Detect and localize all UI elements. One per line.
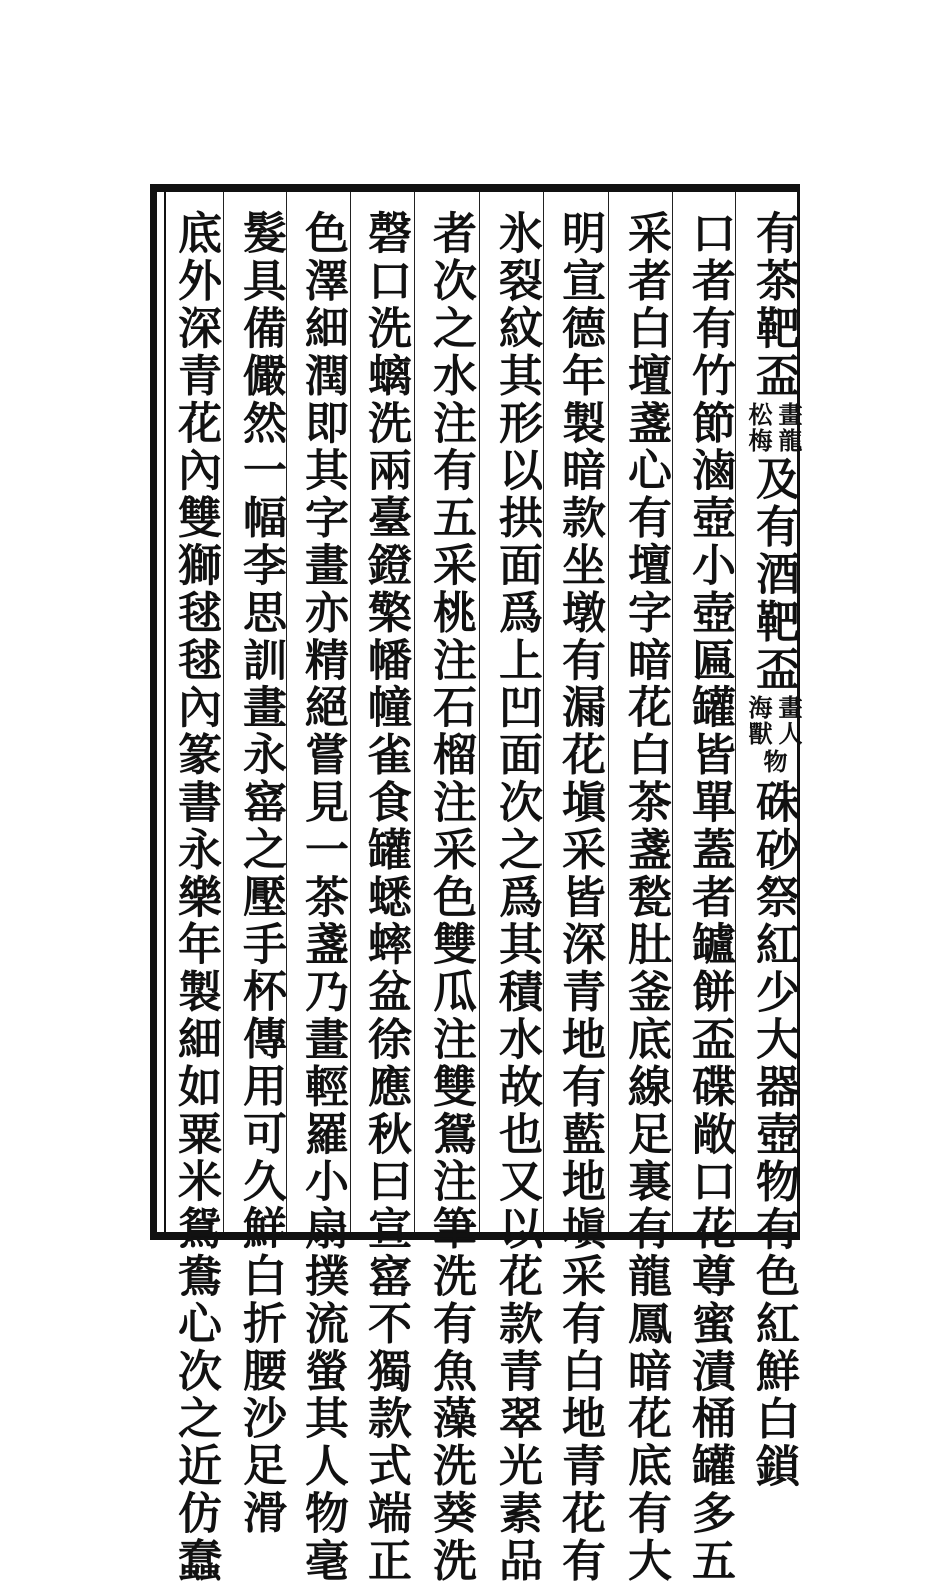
column-text: 底外深青花內雙獅毬毬內篆書永樂年製細如粟米鴛鴦心次之近仿蠢 — [170, 210, 221, 1585]
text-column-2 — [677, 210, 741, 1585]
column-text: 口者有竹節滷壺小壺匾罐皆單蓋者罏餅盃碟敞口花尊蜜漬桶罐多五 — [684, 210, 735, 1585]
column-text: 硃砂祭紅少大器壺物有色紅鮮白鎖 — [748, 778, 799, 1490]
column-text: 有茶靶盃 — [748, 210, 799, 400]
interlinear-note-single: 物 — [759, 748, 788, 775]
column-text: 者次之水注有五采桃注石榴注采色雙瓜注雙鴛注筆洗有魚藻洗葵洗 — [425, 210, 476, 1585]
column-text: 磬口洗螭洗兩臺鐙檠幡幢雀食罐蟋蟀盆徐應秋曰宣窰不獨款式端正 — [360, 210, 411, 1585]
interlinear-note — [743, 695, 803, 747]
column-text: 永窰之壓手杯傳用可久鮮白折腰沙足滑 — [235, 731, 286, 1538]
text-column-1 — [741, 210, 805, 1490]
text-column-8 — [290, 210, 354, 1585]
column-text: 氷裂紋其形以拱面爲上凹面次之爲其積水故也又以花款青翠光素品 — [491, 210, 542, 1585]
note-right: 畫人 — [774, 694, 803, 747]
column-text: 色澤細潤即其字畫亦精絕嘗見一茶盞乃畫輕羅小扇撲流螢其人物毫 — [297, 210, 348, 1585]
note-right: 畫龍 — [774, 401, 803, 454]
text-column-4 — [547, 210, 611, 1585]
text-column-5 — [484, 210, 548, 1585]
note-left: 松梅 — [744, 401, 773, 454]
text-column-9 — [228, 210, 292, 1538]
text-column-7 — [353, 210, 417, 1585]
column-text: 及有酒靶盃 — [748, 455, 799, 693]
text-column-6 — [418, 210, 482, 1585]
text-column-10 — [163, 210, 227, 1585]
column-text: 采者白壇盞心有壇字暗花白茶盞甃肚釜底線足裏有龍鳳暗花底有大 — [620, 210, 671, 1585]
text-column-3 — [613, 210, 677, 1585]
column-text: 明宣德年製暗款坐墩有漏花塡采皆深青地有藍地塡采有白地青花有 — [554, 210, 605, 1585]
note-left: 海獸 — [744, 694, 773, 747]
interlinear-note — [743, 402, 803, 454]
column-text: 髮具備儼然一幅李思訓畫 — [235, 210, 286, 732]
